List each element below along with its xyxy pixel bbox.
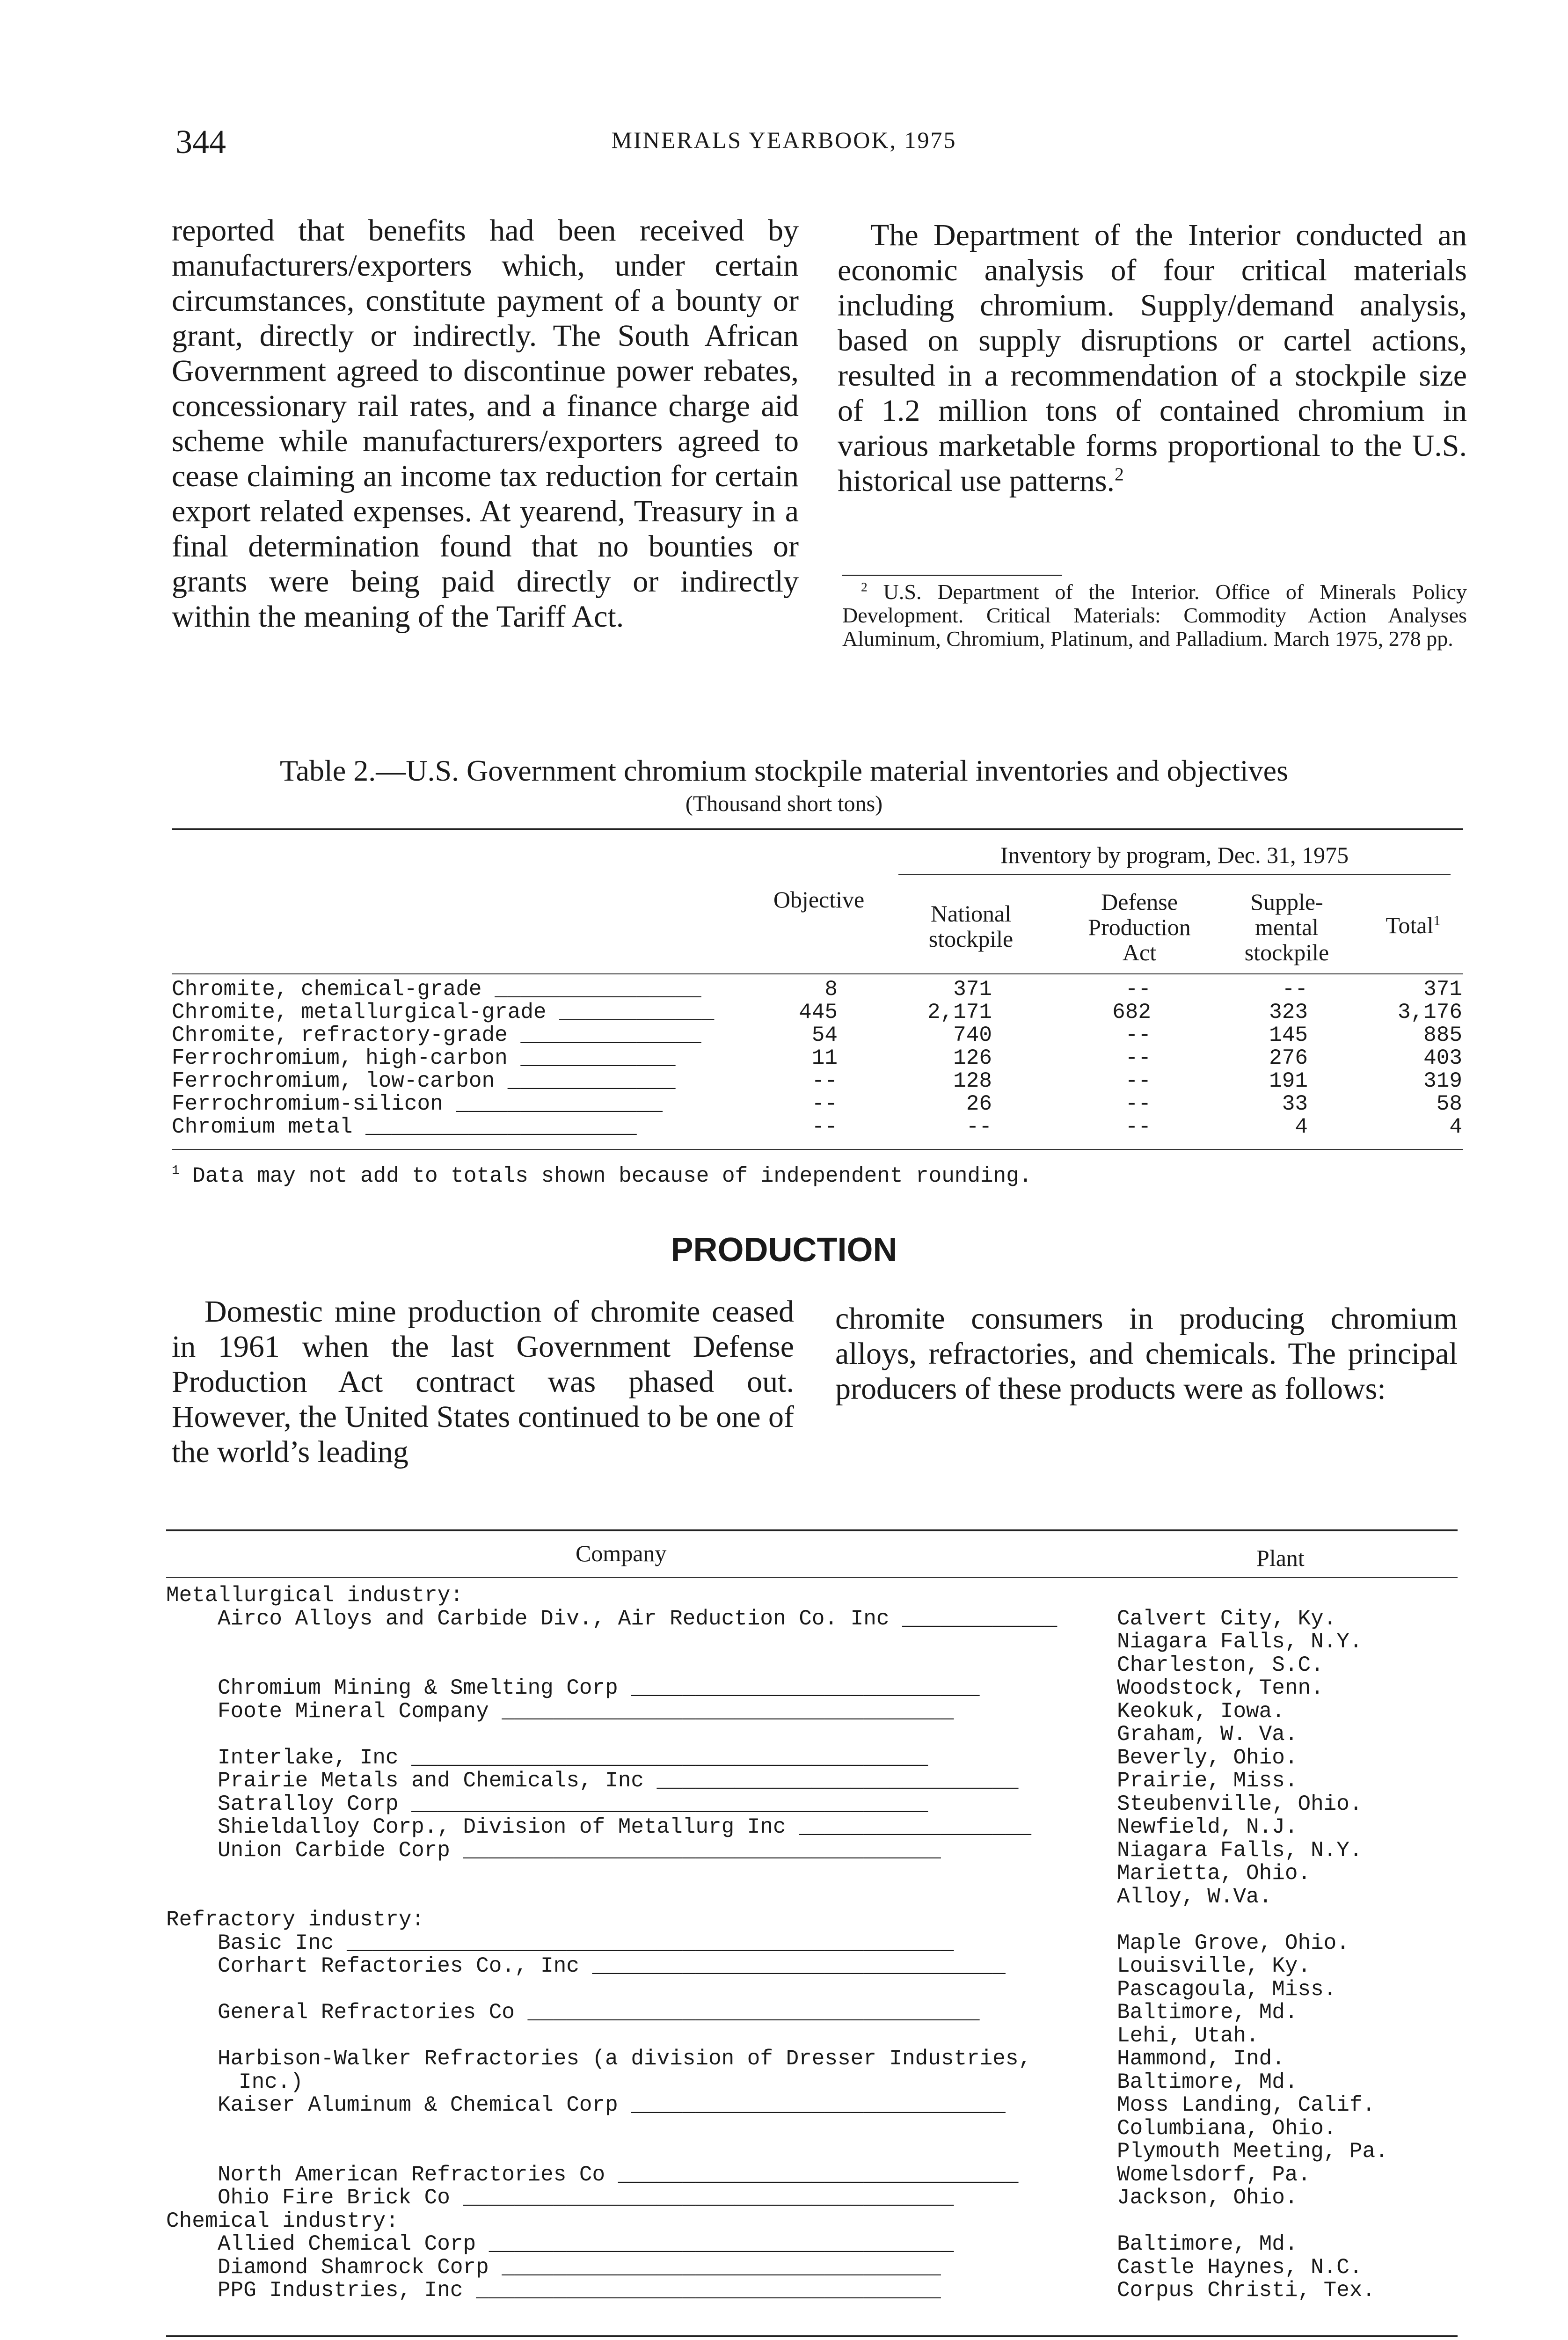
table2-group-rule xyxy=(898,874,1451,875)
plant-location: Jackson, Ohio. xyxy=(1117,2186,1298,2210)
table2-cell-national: 371 xyxy=(953,977,992,1002)
table2-row-label: Ferrochromium, high-carbon ____________ xyxy=(172,1046,676,1070)
company-name: Foote Mineral Company ___________________________________ xyxy=(218,1699,954,1724)
plant-location: Marietta, Ohio. xyxy=(1117,1861,1311,1886)
plant-location: Woodstock, Tenn. xyxy=(1117,1676,1324,1700)
col-supplemental xyxy=(1217,889,1357,965)
table2-cell-supplemental: 323 xyxy=(1269,1000,1308,1024)
plant-location: Pascagoula, Miss. xyxy=(1117,1977,1337,2002)
table2-row-label: Chromite, metallurgical-grade ____________ xyxy=(172,1000,715,1024)
table2-cell-defense: -- xyxy=(1125,1046,1151,1070)
table2-cell-supplemental: -- xyxy=(1282,977,1308,1002)
table2-cell-national: 26 xyxy=(966,1092,992,1116)
table2-note-marker: 1 xyxy=(172,1163,180,1178)
company-table-body xyxy=(0,1584,1568,2319)
plant-location: Lehi, Utah. xyxy=(1117,2023,1259,2048)
plant-location: Hammond, Ind. xyxy=(1117,2047,1285,2071)
industry-category: Chemical industry: xyxy=(166,2208,399,2233)
table2-cell-total: 319 xyxy=(1423,1069,1462,1093)
company-name: Corhart Refactories Co., Inc ________________________________ xyxy=(218,1954,1006,1978)
company-name: Prairie Metals and Chemicals, Inc ____________________________ xyxy=(218,1769,1019,1793)
plant-location: Corpus Christi, Tex. xyxy=(1117,2278,1376,2303)
table2-cell-national: -- xyxy=(966,1115,992,1139)
footnote-marker: 2 xyxy=(861,579,868,594)
company-name: Basic Inc _______________________________________________ xyxy=(218,1930,954,1955)
plant-location: Moss Landing, Calif. xyxy=(1117,2093,1376,2117)
company-name: Inc.) xyxy=(239,2069,304,2094)
table2-cell-total: 4 xyxy=(1449,1115,1462,1139)
table2-title: Table 2.—U.S. Government chromium stockpile material inventories and objectives xyxy=(280,754,1288,787)
table2-row-label: Chromite, chemical-grade ________________ xyxy=(172,977,701,1002)
plant-location: Plymouth Meeting, Pa. xyxy=(1117,2139,1388,2164)
company-table-top-rule xyxy=(166,1529,1458,1531)
table2-top-rule xyxy=(172,828,1463,830)
company-name: PPG Industries, Inc ____________________________________ xyxy=(218,2278,941,2303)
footnote-ref: 2 xyxy=(1115,464,1124,484)
table2-cell-supplemental: 276 xyxy=(1269,1046,1308,1070)
col-defense xyxy=(1062,889,1217,965)
table2-subtitle: (Thousand short tons) xyxy=(685,791,883,816)
company-name: Airco Alloys and Carbide Div., Air Reduction Co. Inc ____________ xyxy=(218,1606,1057,1631)
plant-location: Graham, W. Va. xyxy=(1117,1722,1298,1747)
plant-location: Baltimore, Md. xyxy=(1117,2069,1298,2094)
table2-cell-objective: -- xyxy=(811,1115,838,1139)
col-total-text: Total xyxy=(1386,912,1434,938)
company-name: Interlake, Inc ________________________________________ xyxy=(218,1745,928,1770)
table2-header-rule xyxy=(172,973,1463,974)
plant-location: Baltimore, Md. xyxy=(1117,2232,1298,2256)
footnote xyxy=(842,580,1467,651)
table2-cell-national: 2,171 xyxy=(927,1000,992,1024)
left-column-paragraph: reported that benefits had been received by manufacturers/exporters which, under certain circumstances, constitute payment of a bounty or grant, directly or indirectly. The South African Government agreed to discontinue power rebates, concessionary rail rates, and a finance charge aid scheme while manufacturers/exporters agreed to cease claiming an income tax reduction for certain export related expenses. At yearend, Treasury in a final determination found that no bounties or grants were being paid directly or indirectly within the meaning of the Tariff Act. xyxy=(172,213,799,634)
table2-cell-supplemental: 4 xyxy=(1295,1115,1308,1139)
col-defense-line2: Production xyxy=(1088,914,1191,940)
plant-location: Castle Haynes, N.C. xyxy=(1117,2255,1363,2280)
table2-cell-defense: -- xyxy=(1125,1092,1151,1116)
plant-location: Charleston, S.C. xyxy=(1117,1653,1324,1677)
plant-location: Alloy, W.Va. xyxy=(1117,1884,1272,1909)
table2-cell-defense: -- xyxy=(1125,1115,1151,1139)
col-defense-line3: Act xyxy=(1122,939,1157,965)
company-name: General Refractories Co ___________________________________ xyxy=(218,2000,980,2025)
table2-body xyxy=(0,977,1568,1146)
plant-location: Louisville, Ky. xyxy=(1117,1954,1311,1978)
col-supplemental-line3: stockpile xyxy=(1244,939,1329,965)
company-name: Satralloy Corp ________________________________________ xyxy=(218,1792,928,1816)
col-national-line1: National xyxy=(930,900,1012,927)
company-table-bottom-rule xyxy=(166,2335,1458,2337)
table2-cell-supplemental: 191 xyxy=(1269,1069,1308,1093)
table2-note xyxy=(172,1164,1032,1188)
table2-cell-total: 3,176 xyxy=(1397,1000,1462,1024)
footnote-text: U.S. Department of the Interior. Office of Minerals Policy Development. Critical Materials: Commodity Action Analyses Aluminum, Chromium, Platinum, and Palladium. March 1975, 278 pp. xyxy=(842,580,1467,651)
table2-cell-national: 128 xyxy=(953,1069,992,1093)
plant-location: Maple Grove, Ohio. xyxy=(1117,1930,1349,1955)
running-title: MINERALS YEARBOOK, 1975 xyxy=(611,127,957,153)
table2-cell-objective: -- xyxy=(811,1069,838,1093)
table2-cell-total: 371 xyxy=(1423,977,1462,1002)
table2-row-label: Chromite, refractory-grade ______________ xyxy=(172,1023,701,1047)
right-column-paragraph xyxy=(838,218,1467,498)
plant-location: Steubenville, Ohio. xyxy=(1117,1792,1363,1816)
table2-cell-national: 740 xyxy=(953,1023,992,1047)
production-right-paragraph: chromite consumers in producing chromium alloys, refractories, and chemicals. The principal producers of these products were as follows: xyxy=(835,1302,1458,1406)
table2-cell-total: 885 xyxy=(1423,1023,1462,1047)
col-supplemental-line1: Supple- xyxy=(1250,889,1323,915)
plant-location: Baltimore, Md. xyxy=(1117,2000,1298,2025)
plant-location: Keokuk, Iowa. xyxy=(1117,1699,1285,1724)
plant-location: Niagara Falls, N.Y. xyxy=(1117,1838,1363,1863)
table2-cell-defense: -- xyxy=(1125,977,1151,1002)
table2-cell-total: 403 xyxy=(1423,1046,1462,1070)
table2-cell-national: 126 xyxy=(953,1046,992,1070)
company-table-header-rule xyxy=(166,1577,1458,1578)
table2-cell-total: 58 xyxy=(1436,1092,1462,1116)
plant-location: Newfield, N.J. xyxy=(1117,1815,1298,1839)
table2-cell-supplemental: 145 xyxy=(1269,1023,1308,1047)
table2-row-label: Ferrochromium-silicon ________________ xyxy=(172,1092,663,1116)
company-name: Allied Chemical Corp ____________________________________ xyxy=(218,2232,954,2256)
company-name: Union Carbide Corp _____________________________________ xyxy=(218,1838,941,1863)
table2-group-header: Inventory by program, Dec. 31, 1975 xyxy=(1000,842,1349,868)
table2-row-label: Ferrochromium, low-carbon _____________ xyxy=(172,1069,676,1093)
section-heading: PRODUCTION xyxy=(671,1231,897,1269)
table2-cell-objective: 8 xyxy=(824,977,838,1002)
plant-location: Calvert City, Ky. xyxy=(1117,1606,1337,1631)
col-supplemental-line2: mental xyxy=(1254,914,1319,940)
table2-row-label: Chromium metal _____________________ xyxy=(172,1115,637,1139)
col-total-ref: 1 xyxy=(1433,913,1441,929)
table2-cell-objective: -- xyxy=(811,1092,838,1116)
plant-location: Womelsdorf, Pa. xyxy=(1117,2162,1311,2187)
table2-bottom-rule xyxy=(172,1149,1463,1150)
company-name: Chromium Mining & Smelting Corp ___________________________ xyxy=(218,1676,980,1700)
page-number: 344 xyxy=(175,123,226,161)
table2-cell-supplemental: 33 xyxy=(1282,1092,1308,1116)
col-objective: Objective xyxy=(773,886,865,913)
industry-category: Refractory industry: xyxy=(166,1908,425,1932)
footnote-rule xyxy=(842,575,1062,576)
table2-cell-objective: 11 xyxy=(811,1046,838,1070)
col-company: Company xyxy=(576,1540,667,1566)
table2-cell-defense: -- xyxy=(1125,1069,1151,1093)
col-defense-line1: Defense xyxy=(1101,889,1178,915)
table2-cell-defense: 682 xyxy=(1112,1000,1151,1024)
table2-cell-objective: 54 xyxy=(811,1023,838,1047)
plant-location: Prairie, Miss. xyxy=(1117,1769,1298,1793)
production-left-paragraph: Domestic mine production of chromite ceased in 1961 when the last Government Defense Production Act contract was phased out. However, the United States continued to be one of the world’s leading xyxy=(172,1294,794,1469)
col-total xyxy=(1366,913,1460,938)
company-name: Shieldalloy Corp., Division of Metallurg Inc __________________ xyxy=(218,1815,1032,1839)
plant-location: Columbiana, Ohio. xyxy=(1117,2116,1337,2141)
col-national xyxy=(894,901,1048,951)
company-name: Ohio Fire Brick Co ______________________________________ xyxy=(218,2186,954,2210)
right-paragraph-text: The Department of the Interior conducted an economic analysis of four critical materials including chromium. Supply/demand analysis, based on supply disruptions or cartel actions, resulted in a recommendation of a stockpile size of 1.2 million tons of contained chromium in various marketable forms proportional to the U.S. historical use patterns. xyxy=(838,218,1467,498)
company-name: Harbison-Walker Refractories (a division of Dresser Industries, xyxy=(218,2047,1032,2071)
plant-location: Niagara Falls, N.Y. xyxy=(1117,1630,1363,1654)
industry-category: Metallurgical industry: xyxy=(166,1583,463,1608)
company-name: Kaiser Aluminum & Chemical Corp _____________________________ xyxy=(218,2093,1006,2117)
company-name: North American Refractories Co _______________________________ xyxy=(218,2162,1019,2187)
table2-note-text: Data may not add to totals shown because of independent rounding. xyxy=(192,1164,1032,1188)
table2-cell-defense: -- xyxy=(1125,1023,1151,1047)
plant-location: Beverly, Ohio. xyxy=(1117,1745,1298,1770)
company-name: Diamond Shamrock Corp __________________________________ xyxy=(218,2255,941,2280)
table2-cell-objective: 445 xyxy=(799,1000,838,1024)
col-plant: Plant xyxy=(1256,1545,1305,1571)
col-national-line2: stockpile xyxy=(928,926,1014,952)
